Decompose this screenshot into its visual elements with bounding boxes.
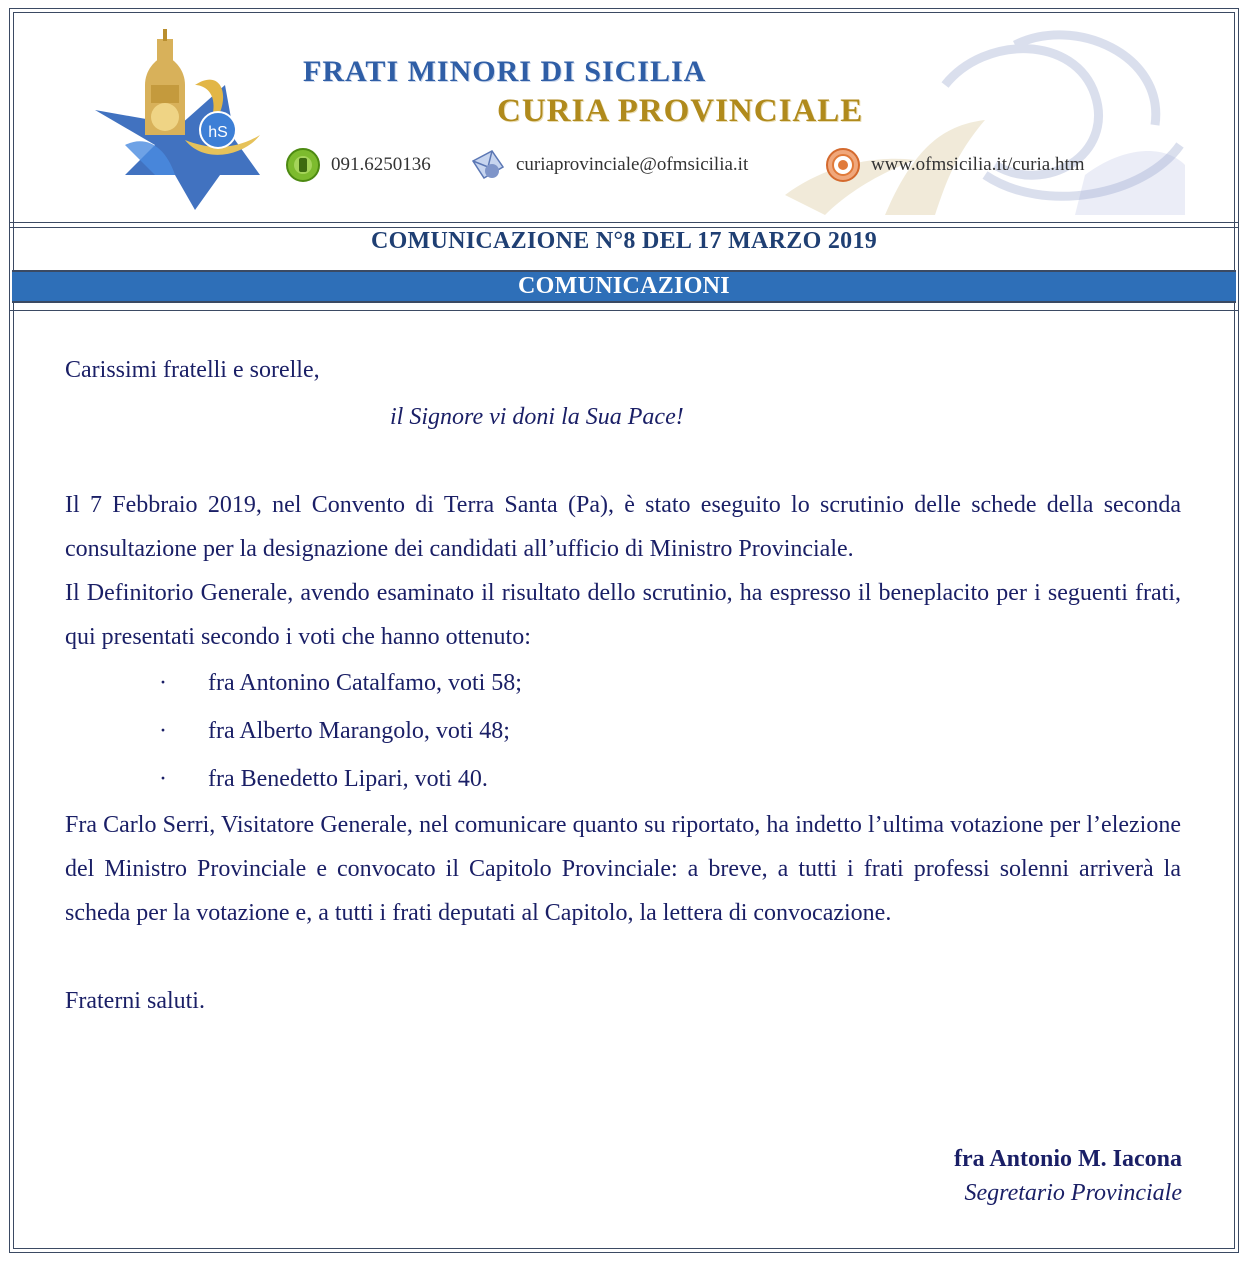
- communication-title: COMUNICAZIONE N°8 DEL 17 MARZO 2019: [370, 228, 878, 254]
- logo-emblem: [95, 29, 260, 210]
- divider-top-1: [9, 222, 1239, 223]
- bullet: ·: [159, 766, 167, 792]
- list-item: [65, 755, 1181, 803]
- banner-title-line1: FRATI MINORI DI SICILIA: [303, 55, 707, 88]
- logo-text: hS: [208, 124, 228, 141]
- signature: [954, 1142, 1182, 1210]
- phone-number: 091.6250136: [331, 154, 431, 175]
- candidate-list: [65, 659, 1181, 803]
- list-item: [65, 707, 1181, 755]
- list-item: [65, 659, 1181, 707]
- email-address: curiaprovinciale@ofmsicilia.it: [516, 154, 749, 175]
- blessing: il Signore vi doni la Sua Pace!: [390, 404, 684, 430]
- bullet: ·: [159, 670, 167, 696]
- signature-name: fra Antonio M. Iacona: [954, 1146, 1182, 1172]
- contact-phone[interactable]: [285, 145, 431, 185]
- candidate-name: fra Benedetto Lipari, voti 40.: [208, 766, 488, 792]
- contact-website[interactable]: [825, 145, 1085, 185]
- paragraph-2: Il Definitorio Generale, avendo esaminato il risultato dello scrutinio, ha espresso il beneplacito per i seguenti frati, qui presentati secondo i voti che hanno ottenuto:: [65, 580, 1181, 650]
- banner-title-line2: CURIA PROVINCIALE: [497, 93, 864, 129]
- paragraph-3: Fra Carlo Serri, Visitatore Generale, nel comunicare quanto su riportato, ha indetto l’ultima votazione per l’elezione del Ministro Provinciale e convocato il Capitolo Provinciale: a breve, a tutti i frati professi solenni arriverà la scheda per la votazione e, a tutti i frati deputati al Capitolo, la lettera di convocazione.: [65, 812, 1181, 926]
- greeting: Carissimi fratelli e sorelle,: [65, 357, 320, 383]
- candidate-name: fra Alberto Marangolo, voti 48;: [208, 718, 510, 744]
- contact-email[interactable]: [470, 145, 748, 185]
- section-bar: [12, 270, 1236, 303]
- paragraph-1: Il 7 Febbraio 2019, nel Convento di Terra Santa (Pa), è stato eseguito lo scrutinio delle schede della seconda consultazione per la designazione dei candidati all’ufficio di Ministro Provinciale.: [65, 492, 1181, 562]
- divider-bottom-bar: [9, 310, 1239, 311]
- phone-icon: [285, 147, 321, 183]
- spacer: [65, 439, 1181, 483]
- closing: Fraterni saluti.: [65, 988, 205, 1014]
- signature-role: Segretario Provinciale: [964, 1180, 1182, 1206]
- section-title: COMUNICAZIONI: [518, 273, 730, 299]
- header-banner: [85, 25, 1185, 215]
- candidate-name: fra Antonino Catalfamo, voti 58;: [208, 670, 522, 696]
- globe-icon: [825, 147, 861, 183]
- email-icon: [470, 147, 506, 183]
- bullet: ·: [159, 718, 167, 744]
- letter-body: [65, 348, 1181, 1023]
- website-url: www.ofmsicilia.it/curia.htm: [871, 154, 1085, 175]
